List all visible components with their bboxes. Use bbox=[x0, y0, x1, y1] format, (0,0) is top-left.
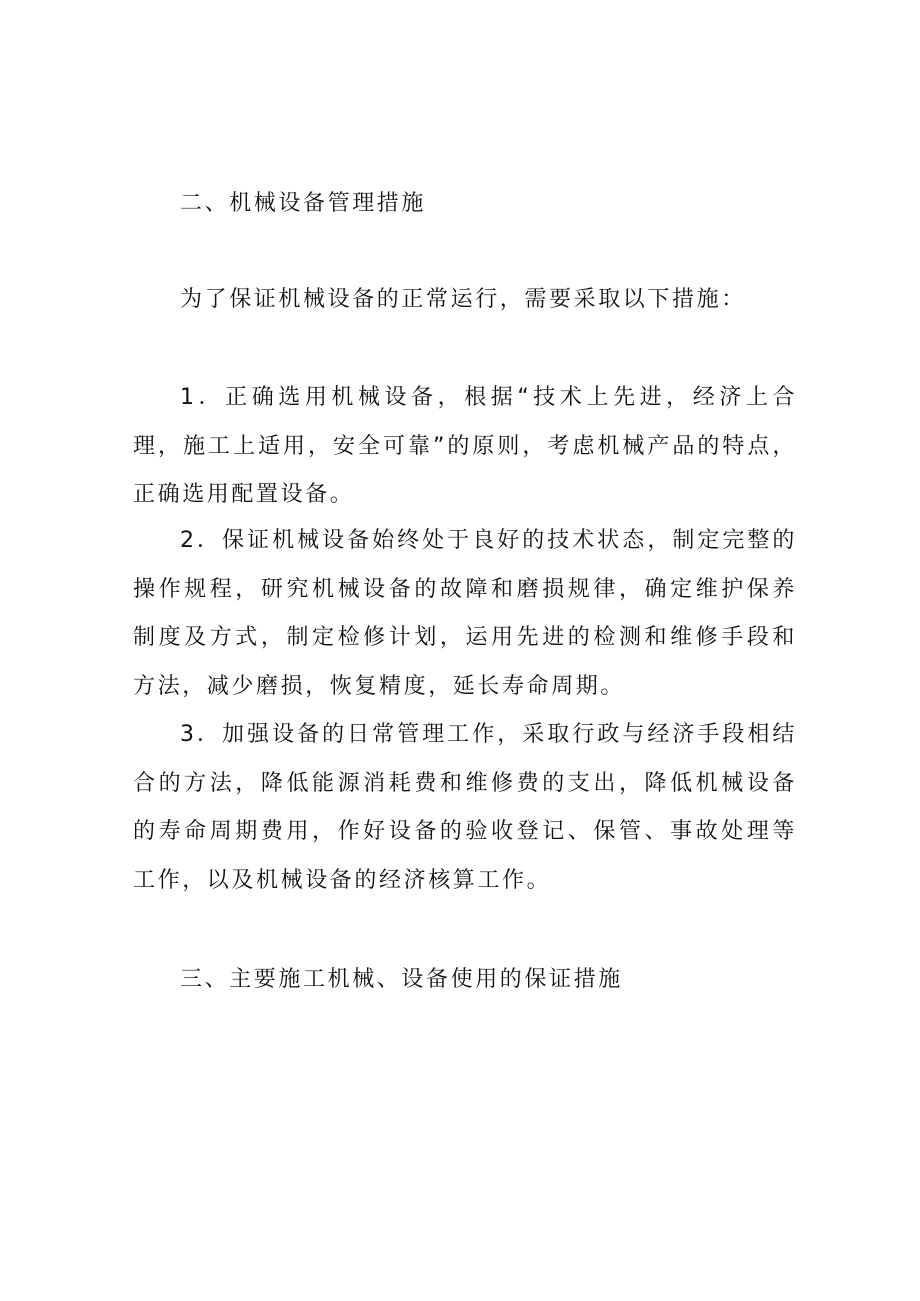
measure-item-1: 1．正确选用机械设备，根据“技术上先进，经济上合理，施工上适用，安全可靠”的原则，考虑机械产品的特点，正确选用配置设备。 bbox=[133, 385, 797, 507]
section-heading-3: 三、主要施工机械、设备使用的保证措施 bbox=[180, 967, 623, 992]
measure-item-3: 3．加强设备的日常管理工作，采取行政与经济手段相结合的方法，降低能源消耗费和维修费的支出，降低机械设备的寿命周期费用，作好设备的验收登记、保管、事故处理等工作，以及机械设备的经济核算工作。 bbox=[133, 722, 797, 893]
measure-item-2: 2．保证机械设备始终处于良好的技术状态，制定完整的操作规程，研究机械设备的故障和磨损规律，确定维护保养制度及方式，制定检修计划，运用先进的检测和维修手段和方法，减少磨损，恢复精度，延长寿命周期。 bbox=[133, 528, 797, 699]
intro-paragraph: 为了保证机械设备的正常运行，需要采取以下措施： bbox=[180, 287, 746, 312]
section-heading-2: 二、机械设备管理措施 bbox=[180, 191, 427, 216]
